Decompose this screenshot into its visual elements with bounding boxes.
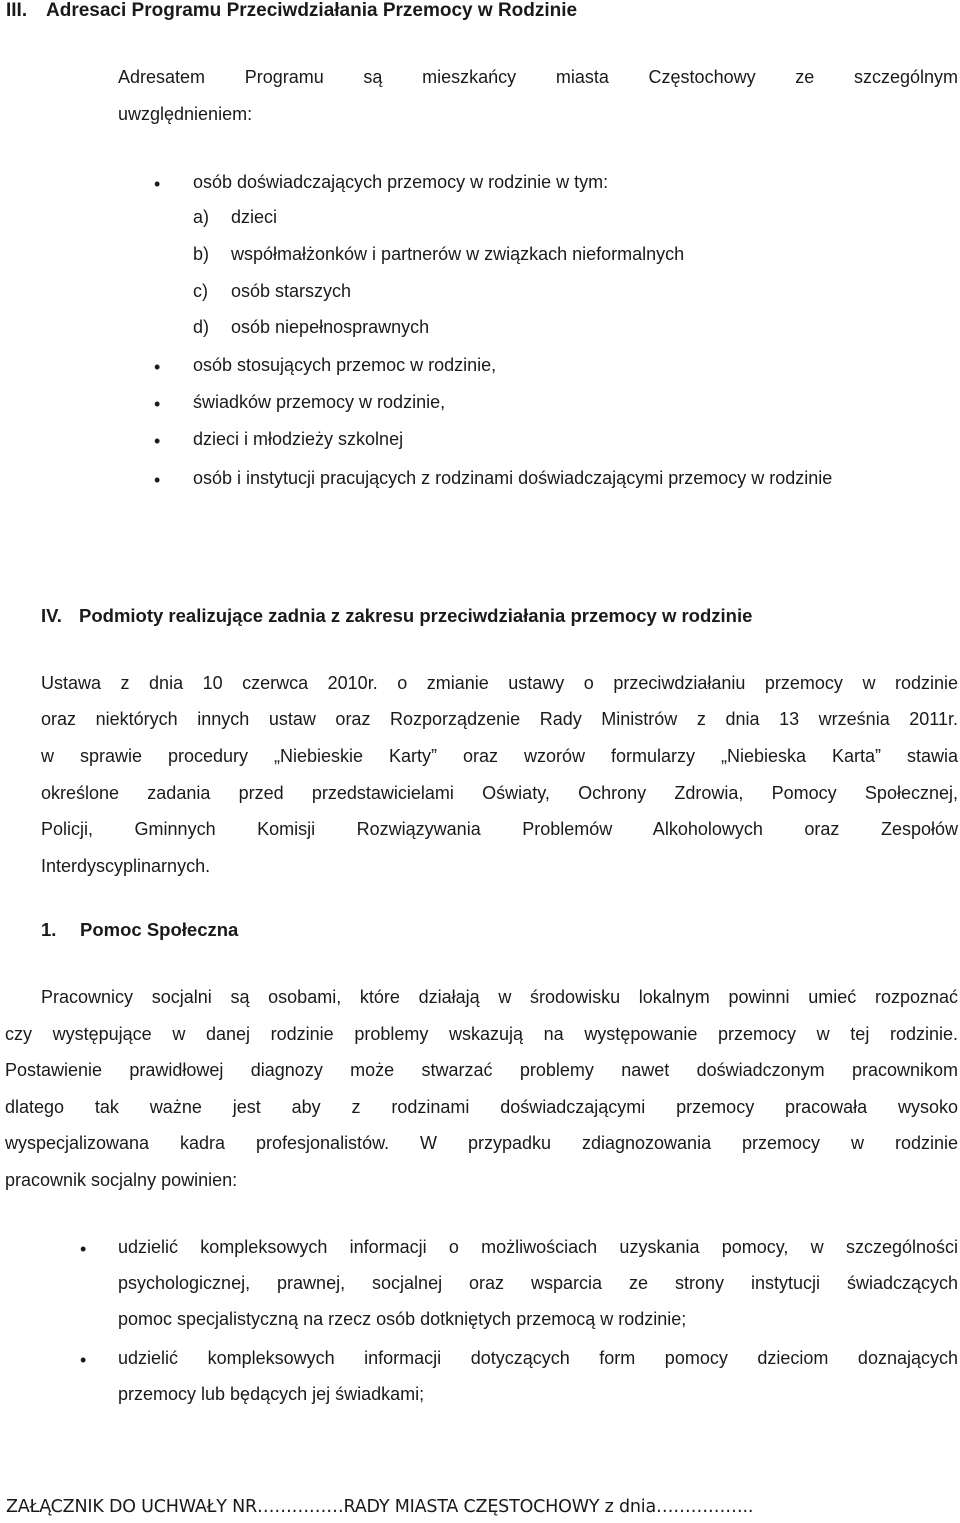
subsection1-line: wyspecjalizowana kadra profesjonalistów. W przypadku zdiagnozowania przemocy w rodzinie bbox=[5, 1133, 958, 1153]
bullet-icon: • bbox=[80, 1350, 87, 1370]
section4-line: oraz niektórych innych ustaw oraz Rozporządzenie Rady Ministrów z dnia 13 września 2011r. bbox=[41, 709, 958, 729]
section4-line: Interdyscyplinarnych. bbox=[41, 856, 211, 876]
list-item: osób stosujących przemoc w rodzinie, bbox=[193, 355, 497, 375]
sublist-label: b) bbox=[193, 244, 210, 264]
sublist-item bbox=[193, 317, 429, 338]
sublist-text: współmałżonków i partnerów w związkach nieformalnych bbox=[231, 244, 685, 264]
bullet-line: udzielić kompleksowych informacji o możliwościach uzyskania pomocy, w szczególności bbox=[118, 1237, 958, 1257]
bullet-line: psychologicznej, prawnej, socjalnej oraz wsparcia ze strony instytucji świadczących bbox=[118, 1273, 958, 1293]
bullet-icon: • bbox=[154, 394, 161, 414]
section4-line: Policji, Gminnych Komisji Rozwiązywania Problemów Alkoholowych oraz Zespołów bbox=[41, 819, 958, 839]
page-footer: ZAŁĄCZNIK DO UCHWAŁY NR……………RADY MIASTA CZĘSTOCHOWY z dnia…………….. bbox=[6, 1497, 754, 1517]
sublist-text: osób starszych bbox=[231, 281, 352, 301]
sublist-text: dzieci bbox=[231, 207, 278, 227]
sublist-label: a) bbox=[193, 207, 210, 227]
list-item: dzieci i młodzieży szkolnej bbox=[193, 429, 404, 449]
section4-number: IV. bbox=[41, 605, 62, 626]
subsection1-line: Pracownicy socjalni są osobami, które działają w środowisku lokalnym powinni umieć rozpoznać bbox=[41, 987, 958, 1007]
subsection1-title: Pomoc Społeczna bbox=[80, 919, 239, 940]
section3-intro-line1: Adresatem Programu są mieszkańcy miasta Częstochowy ze szczególnym bbox=[118, 67, 958, 87]
subsection1-line: Postawienie prawidłowej diagnozy może stwarzać problemy nawet doświadczonym pracownikom bbox=[5, 1060, 958, 1080]
subsection1-number: 1. bbox=[41, 919, 57, 940]
bullet-icon: • bbox=[80, 1239, 87, 1259]
sublist-label: c) bbox=[193, 281, 208, 301]
section3-heading bbox=[6, 0, 577, 22]
section4-heading bbox=[41, 605, 752, 627]
subsection1-line: czy występujące w danej rodzinie problemy wskazują na występowanie przemocy w tej rodzinie. bbox=[5, 1024, 958, 1044]
bullet-icon: • bbox=[154, 431, 161, 451]
list-item: osób doświadczających przemocy w rodzinie w tym: bbox=[193, 172, 609, 192]
bullet-icon: • bbox=[154, 174, 161, 194]
sublist-item bbox=[193, 281, 351, 302]
sublist-label: d) bbox=[193, 317, 210, 337]
subsection1-heading bbox=[41, 919, 238, 941]
sublist-item bbox=[193, 207, 277, 228]
subsection1-line: dlatego tak ważne jest aby z rodzinami doświadczającymi przemocy pracowała wysoko bbox=[5, 1097, 958, 1117]
section4-line: Ustawa z dnia 10 czerwca 2010r. o zmianie ustawy o przeciwdziałaniu przemocy w rodzinie bbox=[41, 673, 958, 693]
section3-number: III. bbox=[6, 0, 28, 21]
section3-intro-line2: uwzględnieniem: bbox=[118, 104, 253, 124]
subsection1-line: pracownik socjalny powinien: bbox=[5, 1170, 238, 1190]
bullet-line: udzielić kompleksowych informacji dotyczących form pomocy dzieciom doznających bbox=[118, 1348, 958, 1368]
bullet-icon: • bbox=[154, 470, 161, 490]
bullet-icon: • bbox=[154, 357, 161, 377]
list-item: świadków przemocy w rodzinie, bbox=[193, 392, 446, 412]
sublist-text: osób niepełnosprawnych bbox=[231, 317, 430, 337]
bullet-line: pomoc specjalistyczną na rzecz osób dotkniętych przemocą w rodzinie; bbox=[118, 1309, 687, 1329]
bullet-line: przemocy lub będących jej świadkami; bbox=[118, 1384, 425, 1404]
sublist-item bbox=[193, 244, 684, 265]
section4-line: określone zadania przed przedstawicielami Oświaty, Ochrony Zdrowia, Pomocy Społecznej, bbox=[41, 783, 958, 803]
section3-title: Adresaci Programu Przeciwdziałania Przemocy w Rodzinie bbox=[46, 0, 578, 21]
list-item: osób i instytucji pracujących z rodzinami doświadczającymi przemocy w rodzinie bbox=[193, 468, 833, 488]
section4-title: Podmioty realizujące zadnia z zakresu przeciwdziałania przemocy w rodzinie bbox=[79, 605, 753, 626]
section4-line: w sprawie procedury „Niebieskie Karty” oraz wzorów formularzy „Niebieska Karta” stawia bbox=[41, 746, 958, 766]
